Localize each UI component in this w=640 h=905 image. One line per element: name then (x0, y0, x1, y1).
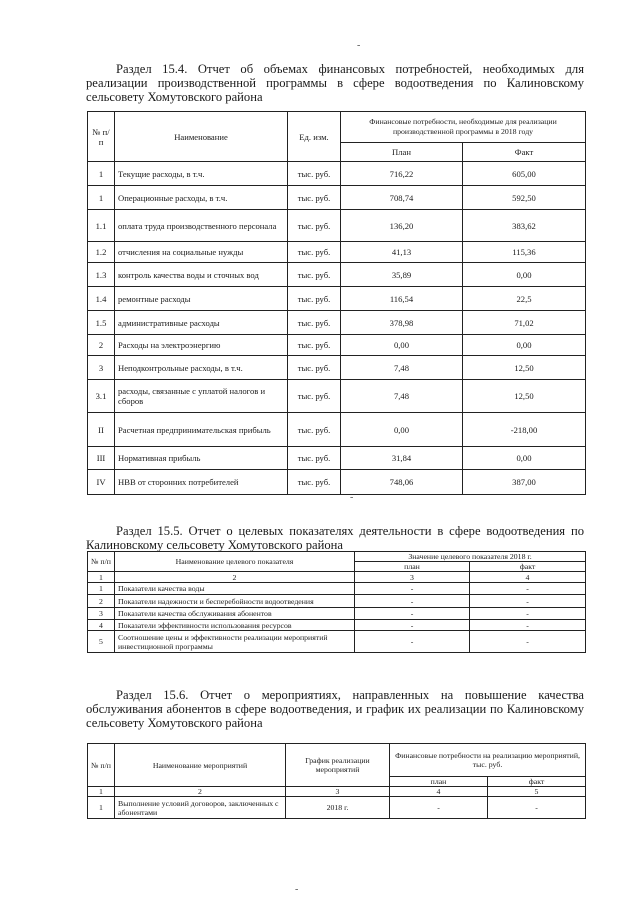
index-cell: 2 (115, 572, 355, 583)
target-indicators-table (87, 551, 586, 653)
col-plan-header: План (341, 143, 463, 162)
row-name: Выполнение условий договоров, заключенных с абонентами (115, 797, 286, 819)
row-fact-value: 383,62 (463, 210, 586, 242)
row-name: Расчетная предпринимательская прибыль (115, 413, 288, 447)
row-name: контроль качества воды и сточных вод (115, 263, 288, 287)
row-plan-value: - (355, 631, 470, 653)
col-group-header: Финансовые потребности, необходимые для реализации производственной программы в 2018 году (341, 112, 586, 143)
row-fact-value: 0,00 (463, 335, 586, 356)
row-plan-value: 7,48 (341, 380, 463, 413)
row-fact-value: -218,00 (463, 413, 586, 447)
row-plan-value: 7,48 (341, 356, 463, 380)
row-name: ремонтные расходы (115, 287, 288, 311)
table-row (88, 311, 586, 335)
row-fact-value: 12,50 (463, 356, 586, 380)
service-measures-table (87, 743, 586, 819)
table-row (88, 447, 586, 470)
index-cell: 5 (488, 787, 586, 797)
row-plan-value: 116,54 (341, 287, 463, 311)
row-fact-value: - (470, 620, 586, 631)
row-number: 2 (88, 595, 115, 608)
page-mark-top: - (357, 40, 361, 51)
table-row (88, 162, 586, 186)
row-plan-value: - (355, 608, 470, 620)
row-name: отчисления на социальные нужды (115, 242, 288, 263)
row-number: 1.1 (88, 210, 115, 242)
row-name: Текущие расходы, в т.ч. (115, 162, 288, 186)
index-cell: 2 (115, 787, 286, 797)
col-num-header: № п/п (88, 112, 115, 162)
col-fact-header: факт (488, 777, 586, 787)
row-fact-value: 71,02 (463, 311, 586, 335)
page-mark-mid1: - (350, 492, 354, 503)
row-number: II (88, 413, 115, 447)
index-cell: 4 (390, 787, 488, 797)
row-unit: тыс. руб. (288, 356, 341, 380)
col-unit-header: Ед. изм. (288, 112, 341, 162)
row-unit: тыс. руб. (288, 311, 341, 335)
row-fact-value: 0,00 (463, 263, 586, 287)
table-header-row (88, 552, 586, 562)
row-unit: тыс. руб. (288, 287, 341, 311)
col-group-header: Финансовые потребности на реализацию мероприятий, тыс. руб. (390, 744, 586, 777)
row-number: 1.3 (88, 263, 115, 287)
row-name: Показатели эффективности использования ресурсов (115, 620, 355, 631)
col-name-header: Наименование (115, 112, 288, 162)
row-unit: тыс. руб. (288, 210, 341, 242)
table-header-row (88, 112, 586, 143)
table-header-row (88, 744, 586, 777)
table-row (88, 242, 586, 263)
row-name: Операционные расходы, в т.ч. (115, 186, 288, 210)
row-fact-value: - (488, 797, 586, 819)
row-plan-value: - (355, 620, 470, 631)
row-number: 1.5 (88, 311, 115, 335)
index-row (88, 787, 586, 797)
row-unit: тыс. руб. (288, 162, 341, 186)
row-fact-value: - (470, 631, 586, 653)
table-row (88, 631, 586, 653)
table-row (88, 263, 586, 287)
col-fact-header: факт (470, 562, 586, 572)
col-name-header: Наименование мероприятий (115, 744, 286, 787)
row-plan-value: - (390, 797, 488, 819)
row-unit: тыс. руб. (288, 335, 341, 356)
row-fact-value: 387,00 (463, 470, 586, 495)
row-schedule: 2018 г. (286, 797, 390, 819)
section-15-6-heading: Раздел 15.6. Отчет о мероприятиях, направленных на повышение качества обслуживания абонентов в сфере водоотведения, и график их реализации по Калиновскому сельсовету Хомутовского района (86, 688, 584, 730)
row-fact-value: 22,5 (463, 287, 586, 311)
col-plan-header: план (390, 777, 488, 787)
col-num-header: № п/п (88, 552, 115, 572)
row-plan-value: 748,06 (341, 470, 463, 495)
row-unit: тыс. руб. (288, 447, 341, 470)
table-row (88, 620, 586, 631)
row-fact-value: 592,50 (463, 186, 586, 210)
row-number: III (88, 447, 115, 470)
col-group-header: Значение целевого показателя 2018 г. (355, 552, 586, 562)
index-cell: 3 (355, 572, 470, 583)
row-number: 1 (88, 797, 115, 819)
row-number: IV (88, 470, 115, 495)
row-name: Неподконтрольные расходы, в т.ч. (115, 356, 288, 380)
table-row (88, 356, 586, 380)
table-row (88, 608, 586, 620)
table-row (88, 470, 586, 495)
table-row (88, 287, 586, 311)
row-unit: тыс. руб. (288, 186, 341, 210)
row-fact-value: - (470, 608, 586, 620)
row-name: Показатели надежности и бесперебойности водоотведения (115, 595, 355, 608)
row-fact-value: 0,00 (463, 447, 586, 470)
index-row (88, 572, 586, 583)
index-cell: 3 (286, 787, 390, 797)
row-name: Нормативная прибыль (115, 447, 288, 470)
row-unit: тыс. руб. (288, 380, 341, 413)
financial-needs-table (87, 111, 586, 495)
row-fact-value: - (470, 595, 586, 608)
col-name-header: Наименование целевого показателя (115, 552, 355, 572)
row-number: 1.2 (88, 242, 115, 263)
section-15-4-heading: Раздел 15.4. Отчет об объемах финансовых потребностей, необходимых для реализации производственной программы в сфере водоотведения по Калиновскому сельсовету Хомутовского района (86, 62, 584, 104)
row-unit: тыс. руб. (288, 263, 341, 287)
section-15-5-heading: Раздел 15.5. Отчет о целевых показателях деятельности в сфере водоотведения по Калиновскому сельсовету Хомутовского района (86, 524, 584, 552)
row-unit: тыс. руб. (288, 242, 341, 263)
row-number: 1 (88, 186, 115, 210)
row-plan-value: 0,00 (341, 335, 463, 356)
table-row (88, 210, 586, 242)
row-plan-value: 31,84 (341, 447, 463, 470)
row-fact-value: 12,50 (463, 380, 586, 413)
row-number: 5 (88, 631, 115, 653)
row-name: расходы, связанные с уплатой налогов и сборов (115, 380, 288, 413)
row-number: 2 (88, 335, 115, 356)
row-number: 3 (88, 356, 115, 380)
row-name: Расходы на электроэнергию (115, 335, 288, 356)
row-plan-value: 0,00 (341, 413, 463, 447)
row-number: 1 (88, 162, 115, 186)
table-row (88, 335, 586, 356)
table-row (88, 380, 586, 413)
col-plan-header: план (355, 562, 470, 572)
row-number: 3 (88, 608, 115, 620)
row-name: оплата труда производственного персонала (115, 210, 288, 242)
row-unit: тыс. руб. (288, 470, 341, 495)
row-plan-value: - (355, 583, 470, 595)
row-number: 1.4 (88, 287, 115, 311)
index-cell: 1 (88, 787, 115, 797)
row-plan-value: 378,98 (341, 311, 463, 335)
row-fact-value: 605,00 (463, 162, 586, 186)
row-plan-value: 35,89 (341, 263, 463, 287)
row-fact-value: - (470, 583, 586, 595)
table-row (88, 413, 586, 447)
row-name: административные расходы (115, 311, 288, 335)
col-fact-header: Факт (463, 143, 586, 162)
row-plan-value: 708,74 (341, 186, 463, 210)
row-name: Соотношение цены и эффективности реализации мероприятий инвестиционной программы (115, 631, 355, 653)
row-number: 1 (88, 583, 115, 595)
table-row (88, 595, 586, 608)
row-plan-value: 716,22 (341, 162, 463, 186)
index-cell: 1 (88, 572, 115, 583)
row-number: 4 (88, 620, 115, 631)
row-number: 3.1 (88, 380, 115, 413)
row-name: НВВ от сторонних потребителей (115, 470, 288, 495)
row-plan-value: 41,13 (341, 242, 463, 263)
row-name: Показатели качества воды (115, 583, 355, 595)
row-unit: тыс. руб. (288, 413, 341, 447)
table-row (88, 186, 586, 210)
index-cell: 4 (470, 572, 586, 583)
table-row (88, 797, 586, 819)
row-name: Показатели качества обслуживания абонентов (115, 608, 355, 620)
page-mark-bottom: - (295, 884, 299, 895)
col-schedule-header: График реализации мероприятий (286, 744, 390, 787)
row-plan-value: - (355, 595, 470, 608)
row-plan-value: 136,20 (341, 210, 463, 242)
table-row (88, 583, 586, 595)
col-num-header: № п/п (88, 744, 115, 787)
row-fact-value: 115,36 (463, 242, 586, 263)
